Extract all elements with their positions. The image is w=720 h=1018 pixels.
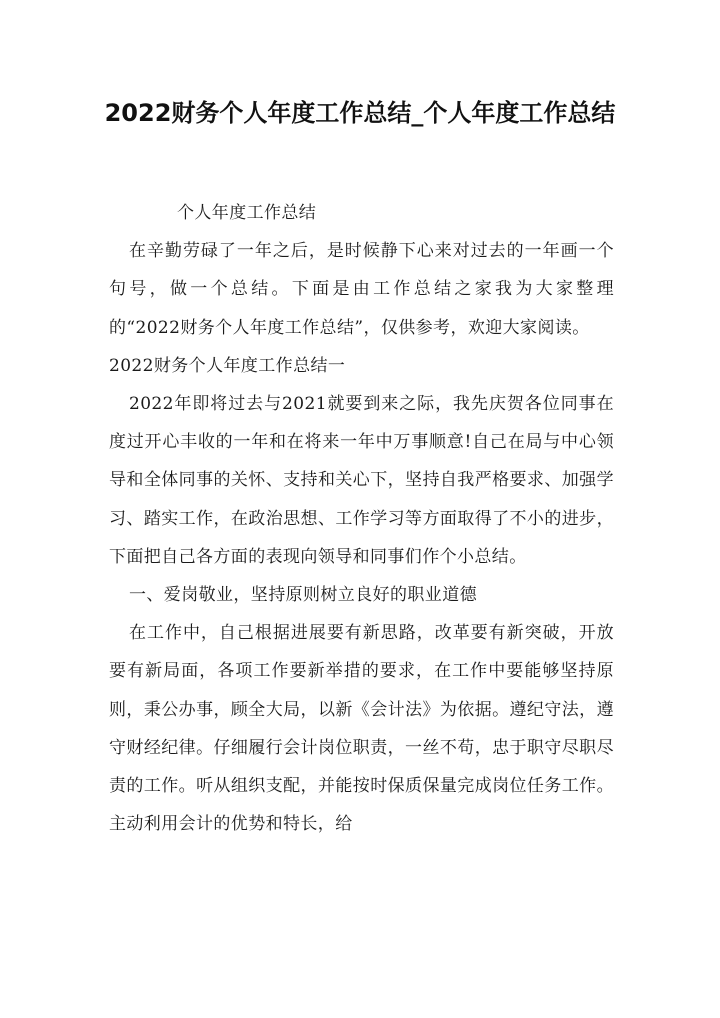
intro-paragraph: 在辛勤劳碌了一年之后，是时候静下心来对过去的一年画一个句号，做一个总结。下面是由工作总结之家我为大家整理的“2022财务个人年度工作总结”，仅供参考，欢迎大家阅读。 xyxy=(109,241,614,338)
body-paragraph-two: 在工作中，自己根据进展要有新思路，改革要有新突破，开放要有新局面，各项工作要新举措的要求，在工作中要能够坚持原则，秉公办事，顾全大局，以新《会计法》为依据。遵纪守法，遵守财经纪律。仔细履行会计岗位职责，一丝不苟，忠于职守尽职尽责的工作。听从组织支配，并能按时保质保量完成岗位任务工作。主动利用会计的优势和特长，给 xyxy=(109,623,614,835)
document-body xyxy=(109,194,614,843)
document-title: 2022财务个人年度工作总结_个人年度工作总结 xyxy=(104,99,616,127)
document-subtitle: 个人年度工作总结 xyxy=(177,203,317,223)
section-one-title: 一、爱岗敬业，坚持原则树立良好的职业道德 xyxy=(129,585,477,606)
section-heading: 2022财务个人年度工作总结一 xyxy=(109,355,346,376)
body-paragraph-one: 2022年即将过去与2021就要到来之际，我先庆贺各位同事在度过开心丰收的一年和在将来一年中万事顺意!自己在局与中心领导和全体同事的关怀、支持和关心下，坚持自我严格要求、加强学习、踏实工作，在政治思想、工作学习等方面取得了不小的进步，下面把自己各方面的表现向领导和同事们作个小总结。 xyxy=(109,394,614,567)
